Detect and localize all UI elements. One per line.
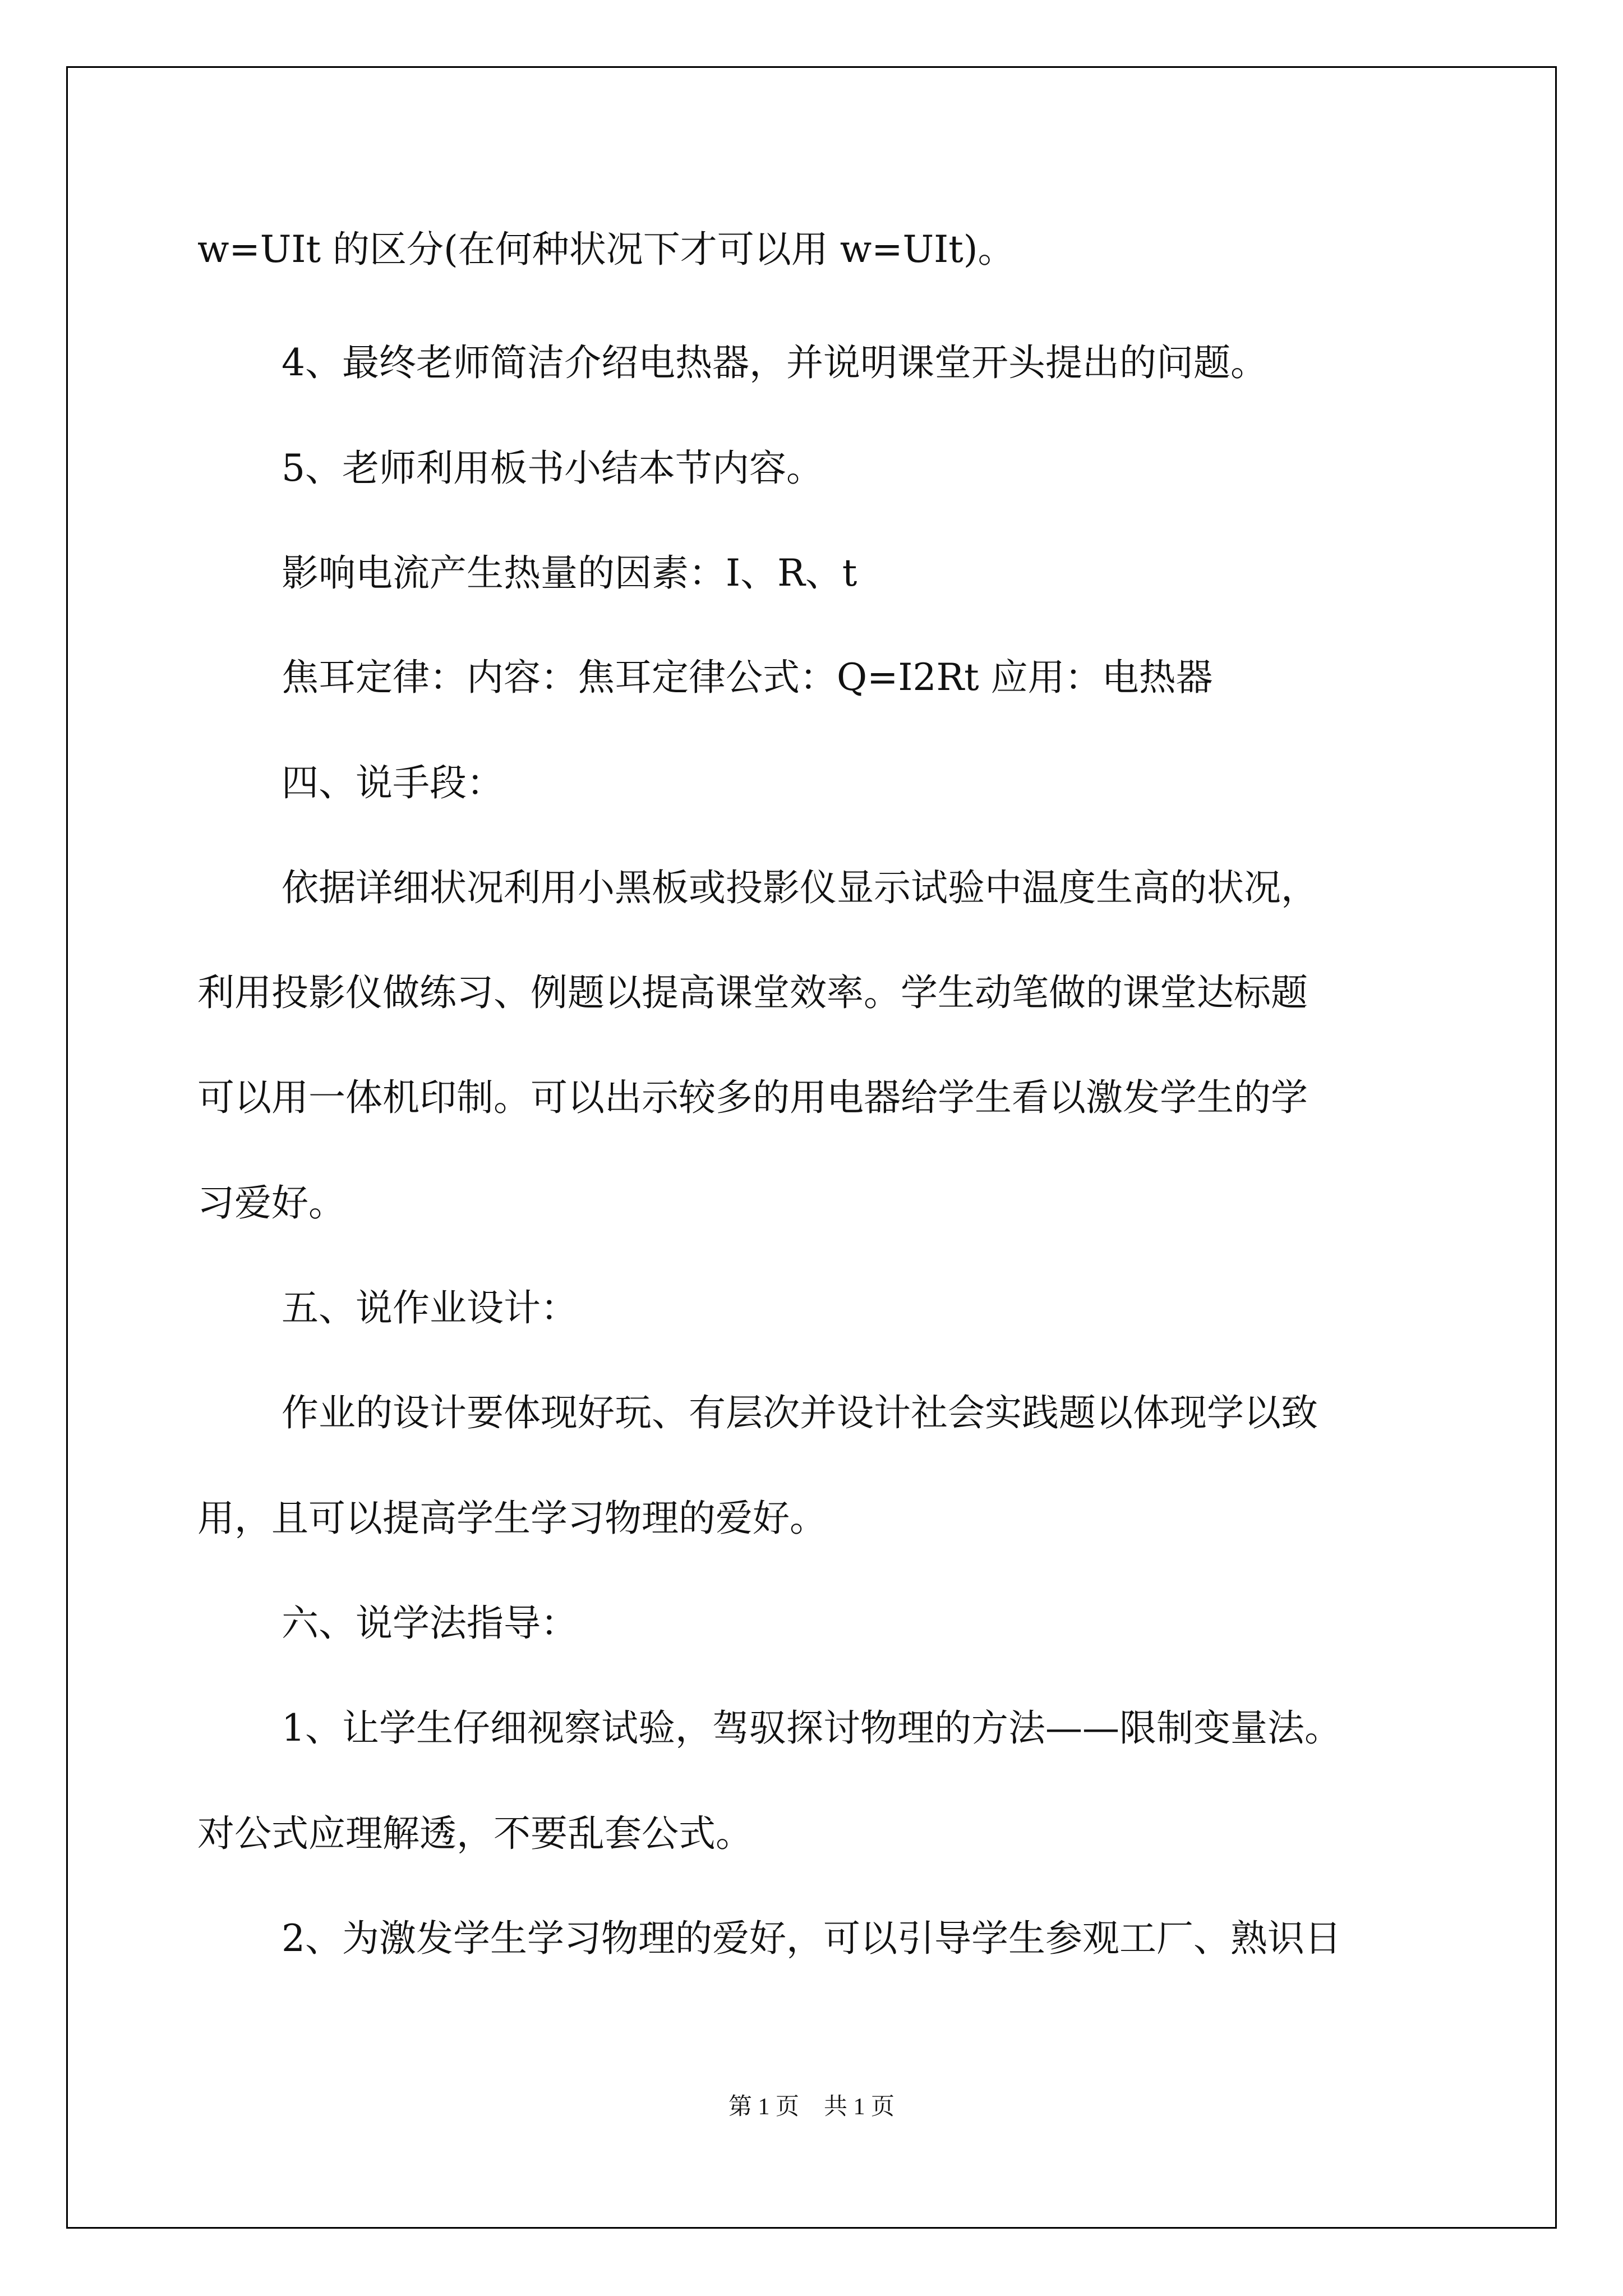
text-line: 对公式应理解透，不要乱套公式。	[197, 1812, 753, 1855]
text-line: 5、老师利用板书小结本节内容。	[282, 447, 823, 490]
page-total: 共 1 页	[824, 2094, 895, 2120]
text-line: 可以用一体机印制。可以出示较多的用电器给学生看以激发学生的学	[197, 1076, 1308, 1119]
text-line: 影响电流产生热量的因素：I、R、t	[282, 551, 857, 595]
text-line: 利用投影仪做练习、例题以提高课堂效率。学生动笔做的课堂达标题	[197, 971, 1308, 1014]
text-line: 4、最终老师简洁介绍电热器，并说明课堂开头提出的问题。	[282, 341, 1267, 384]
text-line: 2、为激发学生学习物理的爱好，可以引导学生参观工厂、熟识日	[282, 1917, 1341, 1960]
section-heading: 五、说作业设计：	[282, 1286, 578, 1329]
section-heading: 四、说手段：	[282, 761, 504, 804]
text-line: 依据详细状况利用小黑板或投影仪显示试验中温度生高的状况，	[282, 866, 1318, 909]
text-line: 习爱好。	[197, 1181, 345, 1225]
page-number: 第 1 页	[728, 2094, 799, 2120]
page-footer	[0, 2091, 1623, 2123]
section-heading: 六、说学法指导：	[282, 1602, 578, 1645]
text-line: 1、让学生仔细视察试验，驾驭探讨物理的方法——限制变量法。	[282, 1706, 1341, 1750]
text-line: 用，且可以提高学生学习物理的爱好。	[197, 1497, 827, 1540]
text-line: w=UIt 的区分(在何种状况下才可以用 w=UIt)。	[197, 228, 1015, 271]
page-border	[66, 66, 1557, 2229]
text-line: 作业的设计要体现好玩、有层次并设计社会实践题以体现学以致	[282, 1391, 1318, 1434]
text-line: 焦耳定律：内容：焦耳定律公式：Q=I2Rt 应用：电热器	[282, 656, 1213, 699]
